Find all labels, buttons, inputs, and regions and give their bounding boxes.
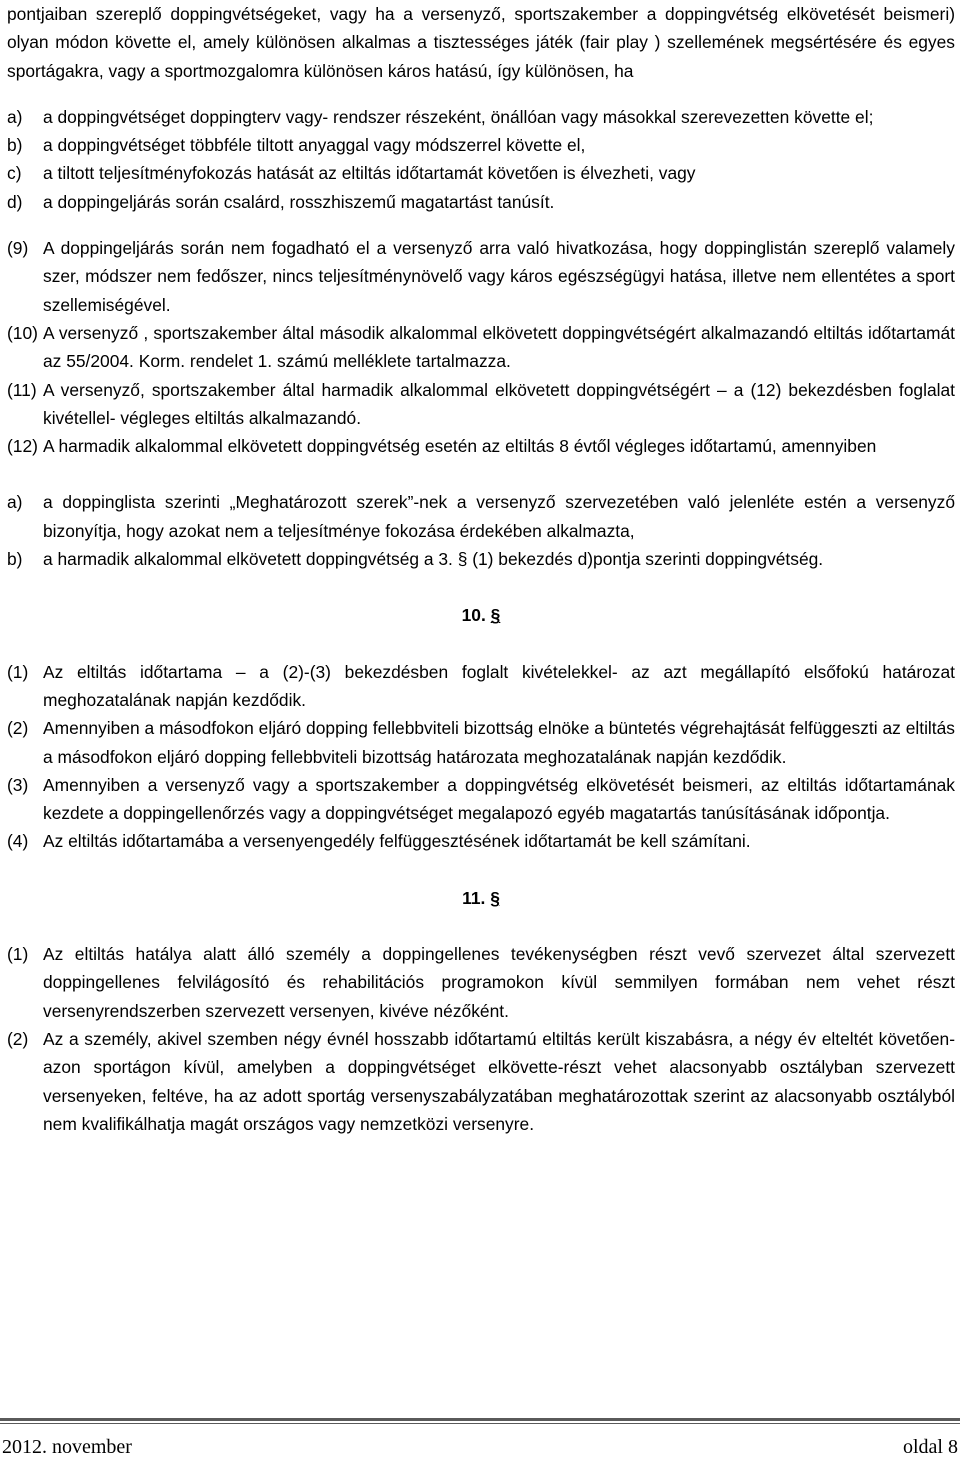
section-number: 10. [461,605,486,626]
list-item [7,131,955,159]
paragraph-11 [7,376,955,433]
paragraph-label: (4) [7,831,29,852]
list-item-label: b) [7,549,23,570]
paragraph-label: (2) [7,1028,29,1049]
paragraph-label: (9) [7,238,29,259]
paragraph-text: A versenyző , sportszakember által második alkalommal elkövetett doppingvétségért alkalmazandó eltiltás időtartamát az 55/2004. Korm. rendelet 1. számú melléklete tartalmazza. [43,322,955,372]
list-item [7,545,955,573]
paragraph-12-list [7,488,955,573]
section-sign: § [490,887,500,908]
list-item [7,103,955,131]
list-item-text: a harmadik alkalommal elkövetett doppingvétség a 3. § (1) bekezdés d)pontja szerinti doppingvétség. [43,549,824,570]
paragraph-label: (10) [7,322,38,343]
section-sign: § [490,605,501,626]
paragraph-label: (3) [7,774,29,795]
section-number: 11. [462,887,486,908]
list-item-text: a doppinglista szerinti „Meghatározott szerek”-nek a versenyző szervezetében való jelenléte estén a versenyző bizonyítja, hogy azokat nem a teljesítménye fokozása érdekében alkalmazta, [43,492,955,541]
paragraph-text: Az eltiltás időtartama – a (2)-(3) bekezdésben foglalt kivételekkel- az azt megállapító elsőfokú határozat meghozatalának napján kezdődik. [43,661,955,710]
paragraph-9 [7,234,955,319]
section-10-heading [7,601,955,629]
intro-paragraph: pontjaiban szereplő doppingvétségeket, vagy ha a versenyző, sportszakember a doppingvétség elkövetését beismeri) olyan módon követte el, amely különösen alkalmas a tisztességes játék (fair play ) szellemének megsértésére és egyes sportágakra, vagy a sportmozgalomra különösen káros hatású, így különösen, ha [7,4,955,81]
section-10-list [7,658,955,856]
list-item-label: a) [7,492,23,513]
list-item-label: d) [7,191,23,212]
footer-divider [0,1418,960,1421]
paragraph-label: (2) [7,718,29,739]
paragraph-text: Amennyiben a másodfokon eljáró dopping fellebbviteli bizottság elnöke a büntetés végrehajtását felfüggeszti az eltiltás a másodfokon eljáró dopping fellebbviteli bizottság határozata meghozatalának napján kezdődik. [43,718,955,767]
section-10-item [7,714,955,771]
footer-date: 2012. november [2,1436,132,1458]
paragraph-text: Az a személy, akivel szemben négy évnél hosszabb időtartamú eltiltás került kiszabásra, a négy év elteltét követően- azon sportágon kívül, amelyben a doppingvétséget elkövette-részt vehet alacsonyabb osztályban szervezett versenyeken, feltéve, ha az adott sportág versenyszabályzatában meghatározottak szerint az alacsonyabb osztályból nem kvalifikálhatja magát országos vagy nemzetközi versenyre. [43,1028,955,1134]
list-item-label: a) [7,106,23,127]
paragraph-label: (11) [7,379,37,400]
page-footer [0,1418,960,1459]
section-10-item [7,827,955,855]
paragraph-12 [7,432,955,460]
page-number: oldal 8 [903,1436,958,1458]
paragraph-text: A versenyző, sportszakember által harmadik alkalommal elkövetett doppingvétségért – a (12) bekezdésben foglalat kivétellel- végleges eltiltás alkalmazandó. [43,379,955,428]
paragraph-label: (1) [7,661,29,682]
paragraph-label: (12) [7,436,38,457]
paragraph-text: Amennyiben a versenyző vagy a sportszakember a doppingvétség elkövetését beismeri, az eltiltás időtartamának kezdete a doppingellenőrzés vagy a doppingvétséget megalapozó egyéb magatartás tanúsításának időpontja. [43,774,955,824]
document-body [7,0,955,1138]
footer-divider-thin [0,1423,960,1424]
list-item [7,159,955,187]
list-item-label: b) [7,135,23,156]
section-11-list [7,940,955,1138]
list-item-text: a doppingvétséget többféle tiltott anyaggal vagy módszerrel követte el, [43,135,586,156]
list-item [7,188,955,216]
list-item [7,488,955,545]
paragraph-text: A doppingeljárás során nem fogadható el a versenyző arra való hivatkozása, hogy doppinglistán szereplő valamely szer, módszer nem fedőszer, nincs teljesítménynövelő vagy káros egészségügyi hatása, illetve nem ellentétes a sport szellemiségével. [43,238,955,315]
list-item-text: a tiltott teljesítményfokozás hatását az eltiltás időtartamát követően is élvezheti, vagy [43,163,696,184]
section-10-item [7,658,955,715]
paragraph-10 [7,319,955,376]
list-item-text: a doppingvétséget doppingterv vagy- rendszer részeként, önállóan vagy másokkal szerevezetten követte el; [43,106,874,127]
intro-list [7,103,955,216]
paragraph-text: Az eltiltás időtartamába a versenyengedély felfüggesztésének időtartamát be kell számítani. [43,831,751,852]
section-11-item [7,1025,955,1138]
list-item-text: a doppingeljárás során csalárd, rosszhiszemű magatartást tanúsít. [43,191,555,212]
paragraph-label: (1) [7,944,29,965]
list-item-label: c) [7,163,22,184]
section-10-item [7,771,955,828]
paragraph-text: Az eltiltás hatálya alatt álló személy a doppingellenes tevékenységben részt vevő szervezet által szervezett doppingellenes felvilágosító és rehabilitációs programokon kívül semmilyen formában nem vehet részt versenyrendszerben szervezett versenyen, kivéve nézőként. [43,944,955,1021]
section-11-item [7,940,955,1025]
paragraph-text: A harmadik alkalommal elkövetett doppingvétség esetén az eltiltás 8 évtől végleges időtartamú, amennyiben [43,436,877,457]
section-11-heading [7,884,955,912]
paragraph-list [7,234,955,460]
